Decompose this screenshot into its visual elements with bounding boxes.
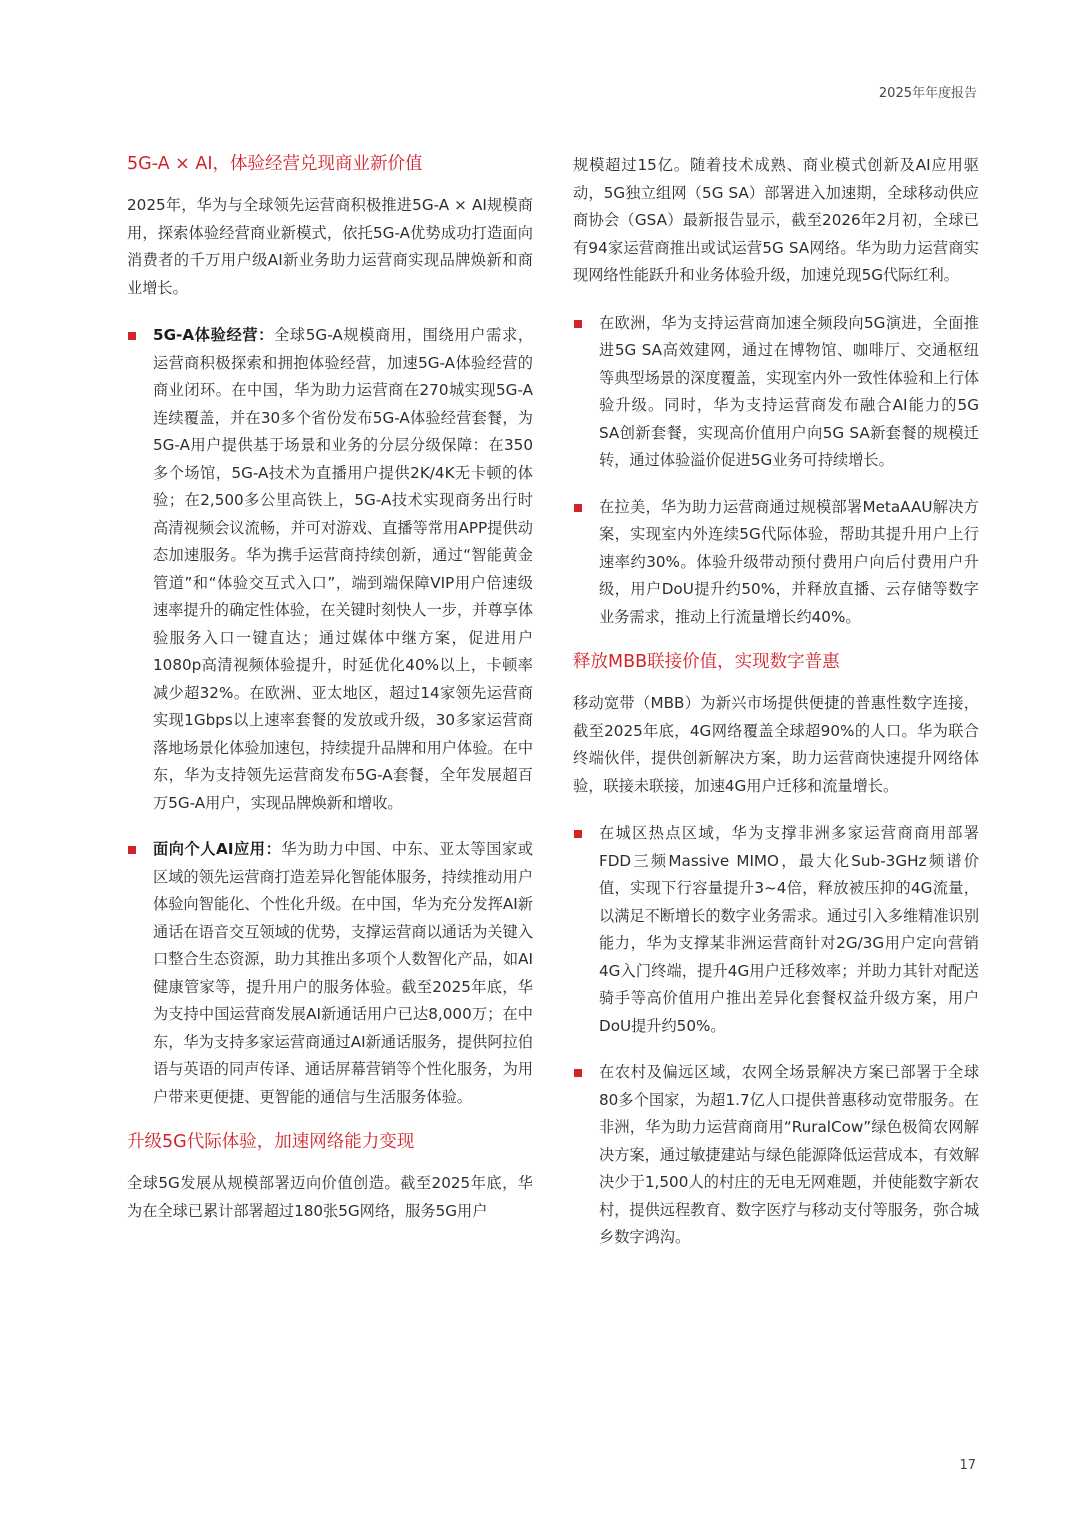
section-intro-paragraph: 2025年，华为与全球领先运营商积极推进5G-A × AI规模商用，探索体验经营商业新模式，依托5G-A优势成功打造面向消费者的千万用户级AI新业务助力运营商实现品牌焕新和商业增长。 [127, 196, 533, 297]
left-column [127, 152, 533, 1245]
report-title: 2025年年度报告 [878, 86, 977, 101]
red-square-bullet-icon [128, 846, 136, 854]
section-heading-mbb: 释放MBB联接价值，实现数字普惠 [573, 652, 840, 672]
red-square-bullet-icon [574, 320, 582, 328]
bullet-item-personal-ai [127, 836, 533, 1111]
section-intro-paragraph: 全球5G发展从规模部署迈向价值创造。截至2025年底，华为在全球已累计部署超过180张5G网络，服务5G用户 [127, 1174, 533, 1220]
section-heading-5g-upgrade: 升级5G代际体验，加速网络能力变现 [127, 1132, 415, 1152]
red-square-bullet-icon [574, 1069, 582, 1077]
red-square-bullet-icon [574, 830, 582, 838]
bullet-text: 在城区热点区域，华为支撑非洲多家运营商商用部署FDD三频Massive MIMO，最大化Sub-3GHz频谱价值，实现下行容量提升3~4倍，释放被压抑的4G流量，以满足不断增长的数字业务需求。通过引入多维精准识别能力，华为支撑某非洲运营商针对2G/3G用户定向营销4G入门终端，提升4G用户迁移效率；并助力其针对配送骑手等高价值用户推出差异化套餐权益升级方案，用户DoU提升约50%。 [599, 824, 979, 1035]
bullet-text: 全球5G-A规模商用，围绕用户需求，运营商积极探索和拥抱体验经营，加速5G-A体验经营的商业闭环。在中国，华为助力运营商在270城实现5G-A连续覆盖，并在30多个省份发布5G-A体验经营套餐，为5G-A用户提供基于场景和业务的分层分级保障：在350多个场馆，5G-A技术为直播用户提供2K/4K无卡顿的体验；在2,500多公里高铁上，5G-A技术实现商务出行时高清视频会议流畅，并可对游戏、直播等常用APP提供动态加速服务。华为携手运营商持续创新，通过“智能黄金管道”和“体验交互式入口”，端到端保障VIP用户倍速级速率提升的确定性体验，在关键时刻快人一步，并尊享体验服务入口一键直达；通过媒体中继方案，促进用户1080p高清视频体验提升，时延优化40%以上，卡顿率减少超32%。在欧洲、亚太地区，超过14家领先运营商实现1Gbps以上速率套餐的发放或升级，30多家运营商落地场景化体验加速包，持续提升品牌和用户体验。在中东，华为支持领先运营商发布5G-A套餐，全年发展超百万5G-A用户，实现品牌焕新和增收。 [153, 326, 534, 812]
bullet-text: 在拉美，华为助力运营商通过规模部署MetaAAU解决方案，实现室内外连续5G代际体验，帮助其提升用户上行速率约30%。体验升级带动预付费用户向后付费用户升级，用户DoU提升约50%，并释放直播、云存储等数字业务需求，推动上行流量增长约40%。 [599, 497, 979, 626]
red-square-bullet-icon [128, 332, 136, 340]
red-square-bullet-icon [574, 504, 582, 512]
bullet-text: 华为助力中国、中东、亚太等国家或区域的领先运营商打造差异化智能体服务，持续推动用户体验向智能化、个性化升级。在中国，华为充分发挥AI新通话在语音交互领域的优势，支撑运营商以通话为关键入口整合生态资源，助力其推出多项个人数智化产品，如AI健康管家等，提升用户的服务体验。截至2025年底，华为支持中国运营商发展AI新通话用户已达8,000万；在中东，华为支持多家运营商通过AI新通话服务，提供阿拉伯语与英语的同声传译、通话屏幕营销等个性化服务，为用户带来更便捷、更智能的通信与生活服务体验。 [153, 840, 534, 1106]
continuation-paragraph: 规模超过15亿。随着技术成熟、商业模式创新及AI应用驱动，5G独立组网（5G SA）部署进入加速期，全球移动供应商协会（GSA）最新报告显示，截至2026年2月初，全球已有94家运营商推出或试运营5G SA网络。华为助力运营商实现网络性能跃升和业务体验升级，加速兑现5G代际红利。 [573, 156, 979, 284]
bullet-item-europe [573, 310, 979, 475]
bullet-text: 在欧洲，华为支持运营商加速全频段向5G演进，全面推进5G SA高效建网，通过在博物馆、咖啡厅、交通枢纽等典型场景的深度覆盖，实现室内外一致性体验和上行体验升级。同时，华为支持运营商发布融合AI能力的5G SA创新套餐，实现高价值用户向5G SA新套餐的规模迁转，通过体验溢价促进5G业务可持续增长。 [599, 313, 979, 469]
right-column [573, 152, 979, 1271]
section-intro-paragraph: 移动宽带（MBB）为新兴市场提供便捷的普惠性数字连接，截至2025年底，4G网络覆盖全球超90%的人口。华为联合终端伙伴，提供创新解决方案，助力运营商快速提升网络体验，联接未联接，加速4G用户迁移和流量增长。 [573, 694, 979, 795]
bullet-lead: 5G-A体验经营： [153, 326, 275, 344]
section-heading-5ga-ai: 5G-A × AI，体验经营兑现商业新价值 [127, 154, 423, 174]
bullet-item-latam [573, 494, 979, 632]
bullet-lead: 面向个人AI应用： [153, 840, 282, 858]
bullet-item-5ga-experience [127, 322, 533, 817]
bullet-text: 在农村及偏远区域，农网全场景解决方案已部署于全球80多个国家，为超1.7亿人口提供普惠移动宽带服务。在非洲，华为助力运营商商用“RuralCow”绿色极简农网解决方案，通过敏捷建站与绿色能源降低运营成本，有效解决少于1,500人的村庄的无电无网难题，并使能数字新农村，提供远程教育、数字医疗与移动支付等服务，弥合城乡数字鸿沟。 [599, 1063, 979, 1246]
page-number: 17 [959, 1458, 976, 1473]
bullet-item-urban-hotspot [573, 820, 979, 1040]
bullet-item-rural [573, 1059, 979, 1252]
